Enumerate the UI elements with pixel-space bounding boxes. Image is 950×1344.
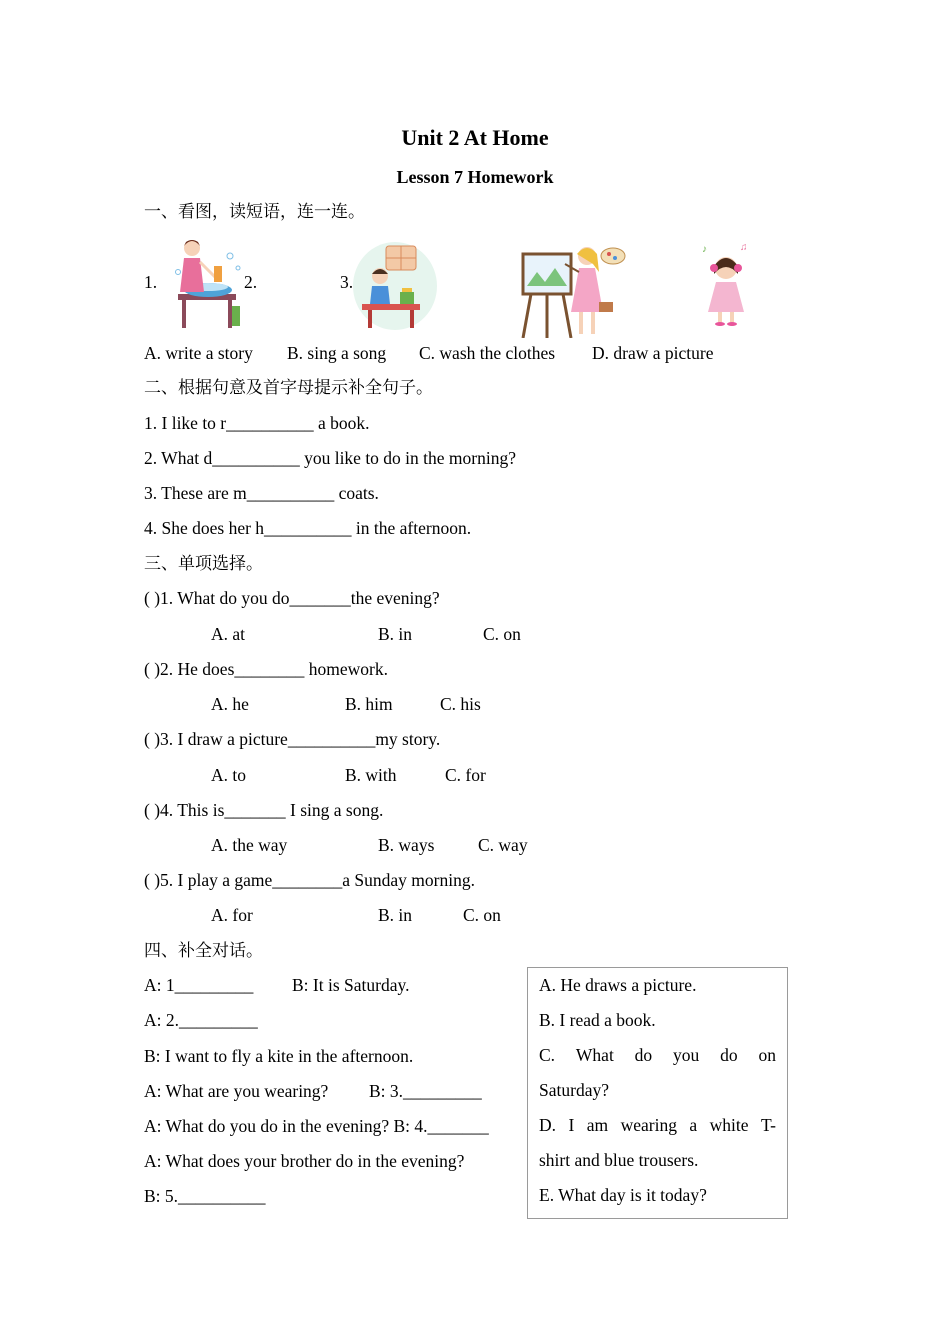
box-option-d-word: a	[689, 1115, 698, 1135]
box-option-a: A. He draws a picture.	[539, 975, 697, 995]
box-option-c-word: What	[575, 1045, 614, 1065]
choice-1-a: A. at	[211, 624, 246, 644]
box-option-d-word: T-	[761, 1115, 776, 1135]
choice-3-c: C. for	[445, 765, 486, 785]
box-option-e: E. What day is it today?	[539, 1185, 707, 1205]
svg-text:♫: ♫	[740, 242, 748, 253]
dialogue-line-3: B: I want to fly a kite in the afternoon.	[144, 1046, 414, 1066]
fill-item-4: 4. She does her h__________ in the afternoon.	[144, 518, 472, 538]
box-option-c-word: do	[720, 1045, 738, 1065]
box-option-c-line2: Saturday?	[539, 1080, 609, 1100]
box-option-d-line1	[539, 1117, 776, 1135]
option-d: D. draw a picture	[592, 343, 714, 363]
choice-2-b: B. him	[345, 694, 393, 714]
dialogue-line-2: A: 2._________	[144, 1010, 258, 1030]
choice-3-a: A. to	[211, 765, 246, 785]
picture-number-2: 2.	[244, 272, 258, 292]
box-option-c-word: you	[673, 1045, 700, 1065]
lesson-subtitle: Lesson 7 Homework	[396, 167, 554, 187]
drawing-picture-picture	[521, 242, 627, 338]
section3-heading: 三、单项选择。	[144, 554, 263, 574]
choice-question-1: ( )1. What do you do_______the evening?	[144, 588, 440, 608]
choice-5-c: C. on	[463, 905, 501, 925]
section4-heading: 四、补全对话。	[144, 941, 263, 961]
fill-item-1: 1. I like to r__________ a book.	[144, 413, 370, 433]
box-option-b: B. I read a book.	[539, 1010, 656, 1030]
choice-question-3: ( )3. I draw a picture__________my story.	[144, 729, 441, 749]
dialogue-line-6: A: What does your brother do in the evening?	[144, 1151, 465, 1171]
box-option-c-line1	[539, 1047, 776, 1065]
box-option-c-word: do	[634, 1045, 653, 1065]
option-c: C. wash the clothes	[419, 343, 556, 363]
box-option-d-word: wearing	[620, 1115, 677, 1135]
box-option-d-line2: shirt and blue trousers.	[539, 1150, 699, 1170]
page-title: Unit 2 At Home	[401, 125, 549, 150]
choice-4-b: B. ways	[378, 835, 435, 855]
dialogue-line-4b: B: 3._________	[369, 1081, 482, 1101]
dialogue-line-1b: B: It is Saturday.	[292, 975, 410, 995]
svg-text:♪: ♪	[702, 244, 707, 255]
dialogue-line-5: A: What do you do in the evening? B: 4._______	[144, 1116, 489, 1136]
picture-number-3: 3.	[340, 272, 354, 292]
box-option-c-word: C.	[539, 1045, 556, 1065]
singing-song-picture	[700, 240, 754, 326]
picture-number-1: 1.	[144, 272, 158, 292]
choice-question-5: ( )5. I play a game________a Sunday morning.	[144, 870, 475, 890]
choice-1-b: B. in	[378, 624, 413, 644]
dialogue-line-1a: A: 1_________	[144, 975, 254, 995]
choice-2-a: A. he	[211, 694, 249, 714]
box-option-d-word: I	[568, 1115, 575, 1135]
section2-heading: 二、根据句意及首字母提示补全句子。	[144, 378, 433, 398]
dialogue-line-4a: A: What are you wearing?	[144, 1081, 329, 1101]
box-option-d-word: D.	[539, 1115, 557, 1135]
choice-1-c: C. on	[483, 624, 521, 644]
choice-4-c: C. way	[478, 835, 528, 855]
choice-5-b: B. in	[378, 905, 413, 925]
box-option-c-word: on	[758, 1045, 776, 1065]
option-a: A. write a story	[144, 343, 253, 363]
choice-question-4: ( )4. This is_______ I sing a song.	[144, 800, 384, 820]
section1-heading: 一、看图，读短语，连一连。	[144, 202, 365, 222]
choice-4-a: A. the way	[211, 835, 288, 855]
choice-2-c: C. his	[440, 694, 481, 714]
box-option-d-word: am	[586, 1115, 609, 1135]
dialogue-options-box	[527, 967, 788, 1219]
fill-item-3: 3. These are m__________ coats.	[144, 483, 379, 503]
writing-story-picture	[352, 240, 438, 332]
dialogue-line-7: B: 5.__________	[144, 1186, 266, 1206]
choice-question-2: ( )2. He does________ homework.	[144, 659, 388, 679]
box-option-d-word: white	[709, 1115, 749, 1135]
fill-item-2: 2. What d__________ you like to do in the morning?	[144, 448, 516, 468]
washing-clothes-picture	[172, 236, 252, 332]
choice-5-a: A. for	[211, 905, 253, 925]
choice-3-b: B. with	[345, 765, 397, 785]
option-b: B. sing a song	[287, 343, 387, 363]
